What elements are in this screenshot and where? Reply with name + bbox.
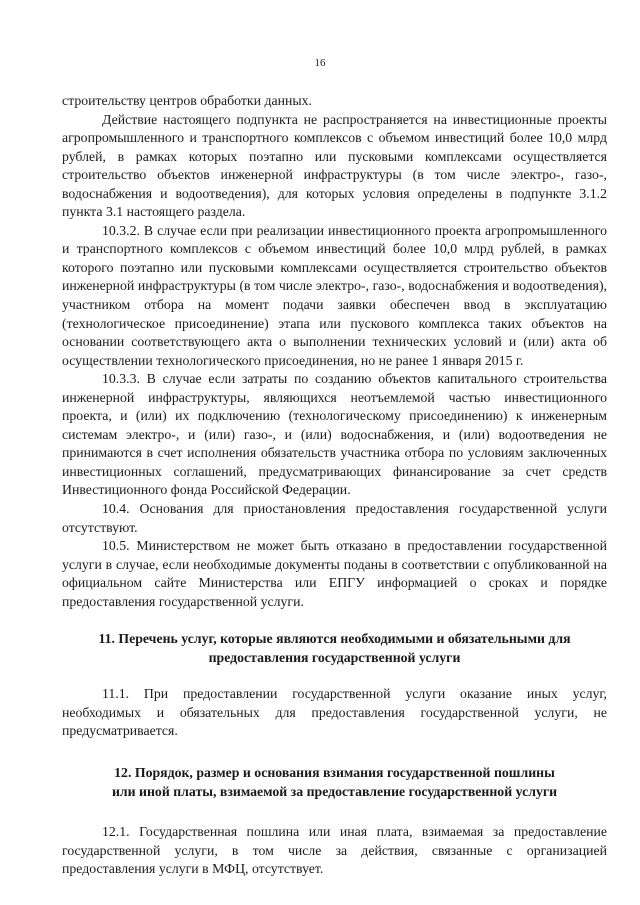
section-heading-11-line1: 11. Перечень услуг, которые являются необходимыми и обязательными для: [98, 631, 571, 647]
section-heading-12-line1: 12. Порядок, размер и основания взимания государственной пошлины: [114, 764, 555, 780]
paragraph-12-1: 12.1. Государственная пошлина или иная плата, взимаемая за предоставление государственной услуги, в том числе за действия, связанные с организацией предоставления услуги в МФЦ, отсутствует.: [62, 823, 607, 877]
paragraph-11-1: 11.1. При предоставлении государственной услуги оказание иных услуг, необходимых и обязательных для предоставления государственной услуги, не предусматривается.: [62, 686, 607, 739]
section-heading-12: [62, 763, 607, 801]
section-heading-11-line2: предоставления государственной услуги: [208, 650, 461, 666]
section-heading-12-line2: или иной платы, взимаемой за предоставление государственной услуги: [111, 783, 558, 799]
paragraph-10-5: 10.5. Министерством не может быть отказано в предоставлении государственной услуги в случае, если необходимые документы поданы в соответствии с опубликованной на официальном сайте Министерства или ЕПГУ информацией о сроках и порядке предоставления государственной услуги.: [62, 538, 607, 609]
paragraph-10-3-3: 10.3.3. В случае если затраты по созданию объектов капитального строительства инженерной инфраструктуры, являющихся неотъемлемой частью инвестиционного проекта, и (или) их подключению (технологическому присоединению) к инженерным системам электро-, и (или) газо-, и (или) водоснабжения, и (или) водоотведения не принимаются в счет исполнения обязательств участника отбора по условиям заключенных инвестиционных соглашений, предусматривающих финансирование за счет средств Инвестиционного фонда Российской Федерации.: [62, 371, 607, 498]
section-heading-11: [62, 629, 607, 667]
document-body: [62, 92, 607, 879]
paragraph-10-3-2: 10.3.2. В случае если при реализации инвестиционного проекта агропромышленного и транспортного комплексов с объемом инвестиций более 10,0 млрд рублей, в рамках которого поэтапно или пусковыми комплексами осуществляется строительство объектов инженерной инфраструктуры (в том числе электро-, газо-, водоснабжения и водоотведения), участником отбора на момент подачи заявки обеспечен ввод в эксплуатацию (технологическое присоединение) этапа или пускового комплекса таких объектов на основании соответствующего акта о выполнении технических условий и (или) акта об осуществлении технологического присоединения, но не ранее 1 января 2015 г.: [62, 222, 607, 368]
paragraph-10-4: 10.4. Основания для приостановления предоставления государственной услуги отсутствуют.: [62, 501, 607, 535]
paragraph-exception-note: Действие настоящего подпункта не распространяется на инвестиционные проекты агропромышленного и транспортного комплексов с объемом инвестиций более 10,0 млрд рублей, в рамках которых поэтапно или пусковыми комплексами осуществляется строительство объектов инженерной инфраструктуры (в том числе электро-, газо-, водоснабжения и водоотведения), для которых условия определены в подпункте 3.1.2 пункта 3.1 настоящего раздела.: [62, 111, 607, 220]
paragraph-continuation: строительству центров обработки данных.: [62, 93, 312, 108]
page-number: 16: [314, 57, 326, 69]
